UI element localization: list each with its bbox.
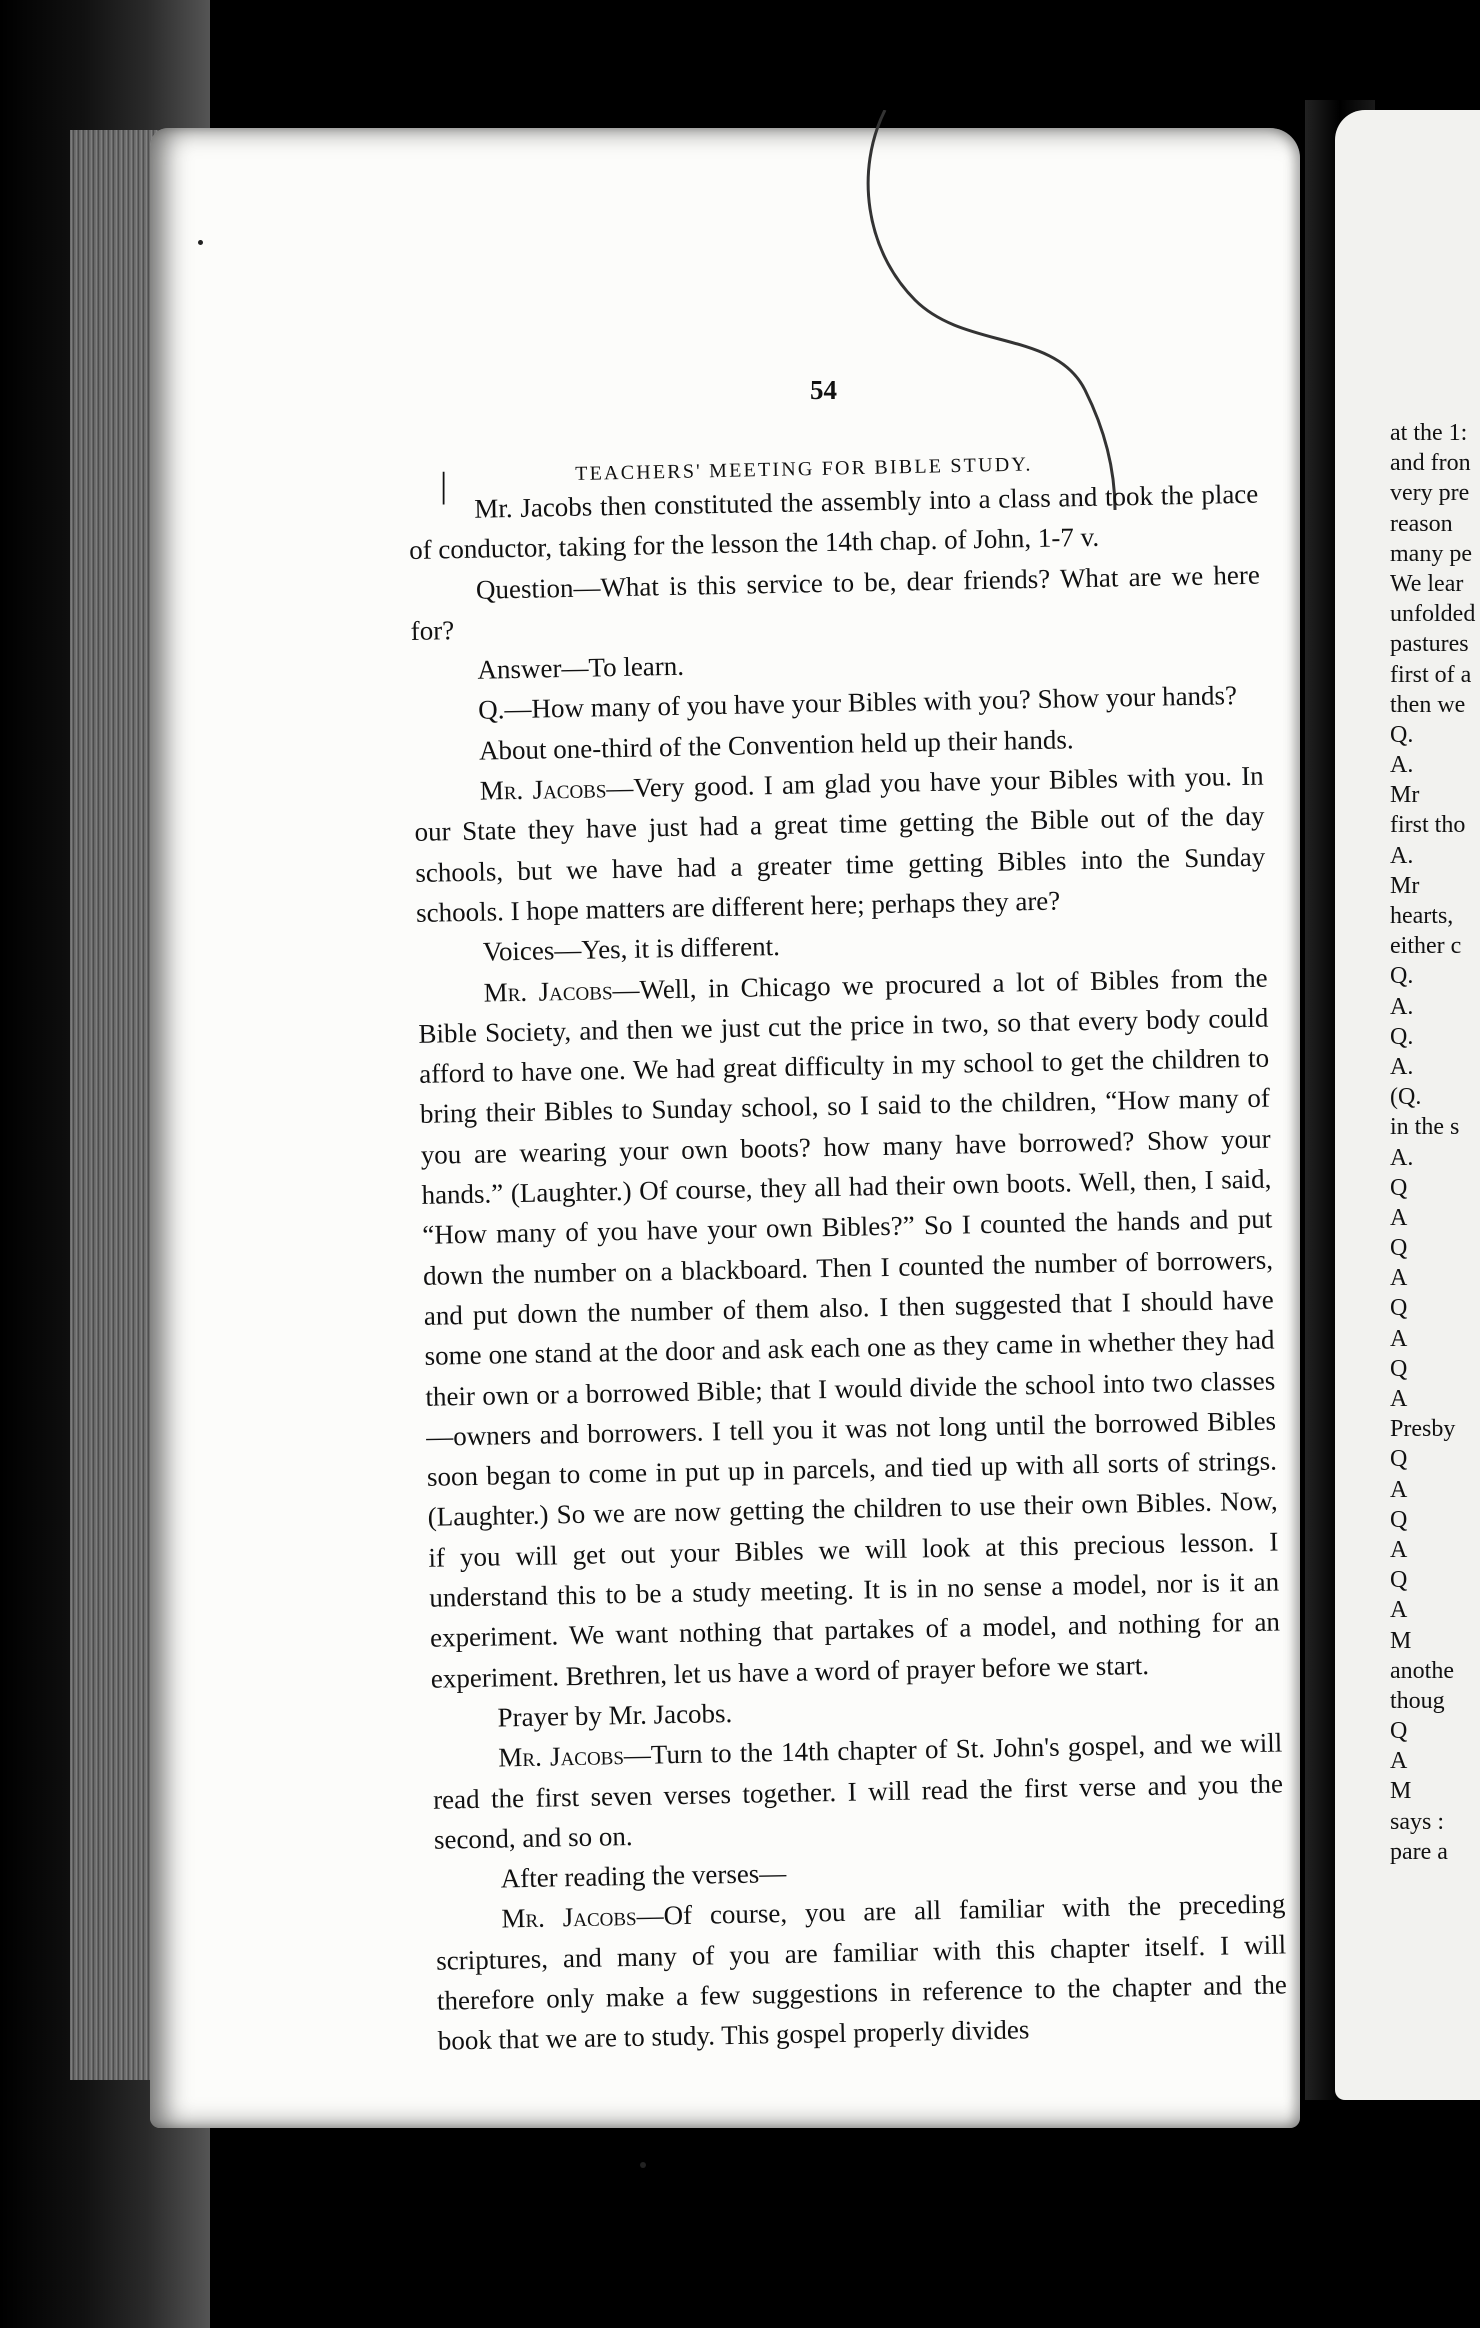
right-page-line: M [1390,1627,1412,1654]
right-page-line: unfolded [1390,601,1476,628]
right-page-line: very pre [1390,480,1470,507]
right-page-line: first of a [1390,661,1472,688]
page-speck [198,240,203,245]
right-page-line: many pe [1390,540,1472,567]
right-page-line: A [1390,1265,1408,1292]
right-page-line: A [1390,1597,1408,1624]
running-head: TEACHERS' MEETING FOR BIBLE STUDY. [575,453,1033,485]
right-page-line: A [1390,1476,1408,1503]
right-page-line: at the 1: [1390,420,1468,446]
right-page-line: reason [1390,510,1453,537]
right-page-line: pastures [1390,631,1469,658]
right-page-line: We lear [1390,570,1464,597]
paragraph [432,1723,1284,1860]
right-page-line: Mr [1390,782,1420,809]
paragraph [413,756,1266,933]
right-page-line: A. [1390,1053,1414,1080]
right-page-line: pare a [1390,1838,1448,1865]
right-page-line: hearts, [1390,903,1454,929]
speaker-name: Mr. Jacobs [498,1740,625,1773]
paragraph-text: After reading the verses— [500,1858,787,1894]
right-page-line: in the s [1390,1114,1460,1141]
paragraph [417,957,1281,1699]
paragraph-text: Q.—How many of you have your Bibles with you? Show your hands? [477,680,1238,726]
paragraph-text: Prayer by Mr. Jacobs. [497,1697,733,1733]
right-page-line: then we [1390,691,1466,718]
right-page-line: Q [1390,1567,1408,1594]
paragraph-text: About one-third of the Convention held up their hands. [478,724,1074,766]
paragraph [435,1884,1288,2061]
right-page-line: Q [1390,1718,1408,1745]
speaker-name: Mr. Jacobs [483,974,613,1008]
right-page-line: A. [1390,842,1414,869]
page-number: 54 [810,375,837,405]
body-text [408,474,1288,2062]
page-speck [640,2162,646,2168]
right-page-line: A [1390,1204,1408,1231]
paragraph-text: Answer—To learn. [477,650,685,685]
right-page-line: Q. [1390,963,1414,990]
paragraph-text: —Turn to the 14th chapter of St. John's gospel, and we will read the first seven verses together. I will read the first verse and you the second, and so on. [432,1727,1284,1855]
right-page-line: first tho [1390,812,1466,839]
right-page-line: Q [1390,1295,1408,1322]
right-page-text [1390,418,1480,1867]
right-page-line: A [1390,1536,1408,1563]
right-page-line: Presby [1390,1416,1456,1443]
right-page-line: A [1390,1386,1408,1412]
right-page-line: A [1390,1325,1408,1352]
right-page-line: (Q. [1390,1084,1422,1111]
right-page-line: Q [1390,1174,1408,1201]
right-page-line: A [1390,1748,1408,1775]
right-page-line: says : [1390,1808,1444,1835]
right-page-line: thoug [1390,1687,1445,1714]
paragraph-text: Question—What is this service to be, dear friends? What are we here for? [410,559,1261,646]
right-page-line: A. [1390,752,1414,779]
margin-mark: | [440,465,448,505]
right-page-line: Mr [1390,872,1420,899]
right-page-line: Q [1390,1235,1408,1262]
right-page-line: either c [1390,933,1462,960]
right-page-line: A. [1390,993,1414,1020]
right-page-line: A. [1390,1144,1414,1171]
speaker-name: Mr. Jacobs [501,1901,637,1934]
paragraph-text: —Of course, you are all familiar with the preceding scriptures, and many of you are familiar with this chapter itself. I will therefore only make a few suggestions in reference to the chapter and the book that we are to study. This gospel properly divides [435,1888,1288,2056]
right-page-line: Q [1390,1506,1408,1533]
paragraph-text: —Well, in Chicago we procured a lot of Bibles from the Bible Society, and then we just cut the price in two, so that every body could afford to have one. We had great difficulty in my school to get the children to bring their Bibles to Sunday school, so I said to the children, “How many of you are wearing your own boots? how many have borrowed? Show your hands.” (Laughter.) Of course, they all had their own boots. Well, then, I said, “How many of you have your own Bibles?” So I counted the hands and put down the number on a blackboard. Then I counted the number of borrowers, and put down the number of them also. I then suggested that I should have some one stand at the door and ask each one as they came in whether they had their own or a borrowed Bible; that I would divide the school into two classes—owners and borrowers. I tell you it was not long until the borrowed Bibles soon began to come in put up in parcels, and tied up with all sorts of strings. (Laughter.) So we are now getting the children to use their own Bibles. Now, if you will get out your Bibles we will look at this precious lesson. I understand this to be a study meeting. It is in no sense a model, nor is it an experiment. We want nothing that partakes of a model, and nothing for an experiment. Brethren, let us have a word of prayer before we start. [418,962,1281,1694]
right-page-line: and fron [1390,450,1471,477]
paragraph-text: —Very good. I am glad you have your Bibles with you. In our State they have just had a great time getting the Bible out of the day schools, but we have had a greater time getting Bibles into the Sunday schools. I hope matters are different here; perhaps they are? [414,760,1266,928]
right-page-line: Q [1390,1355,1408,1382]
right-page-line: anothe [1390,1657,1454,1684]
right-page-line: Q. [1390,1023,1414,1050]
speaker-name: Mr. Jacobs [479,773,607,806]
right-page-line: M [1390,1778,1412,1805]
right-page-line: Q [1390,1446,1408,1473]
paragraph-text: Voices—Yes, it is different. [482,931,781,967]
right-page-line: Q. [1390,721,1414,748]
paragraph-text: Mr. Jacobs then constituted the assembly into a class and took the place of conductor, taking for the lesson the 14th chap. of John, 1-7 v. [408,478,1259,566]
